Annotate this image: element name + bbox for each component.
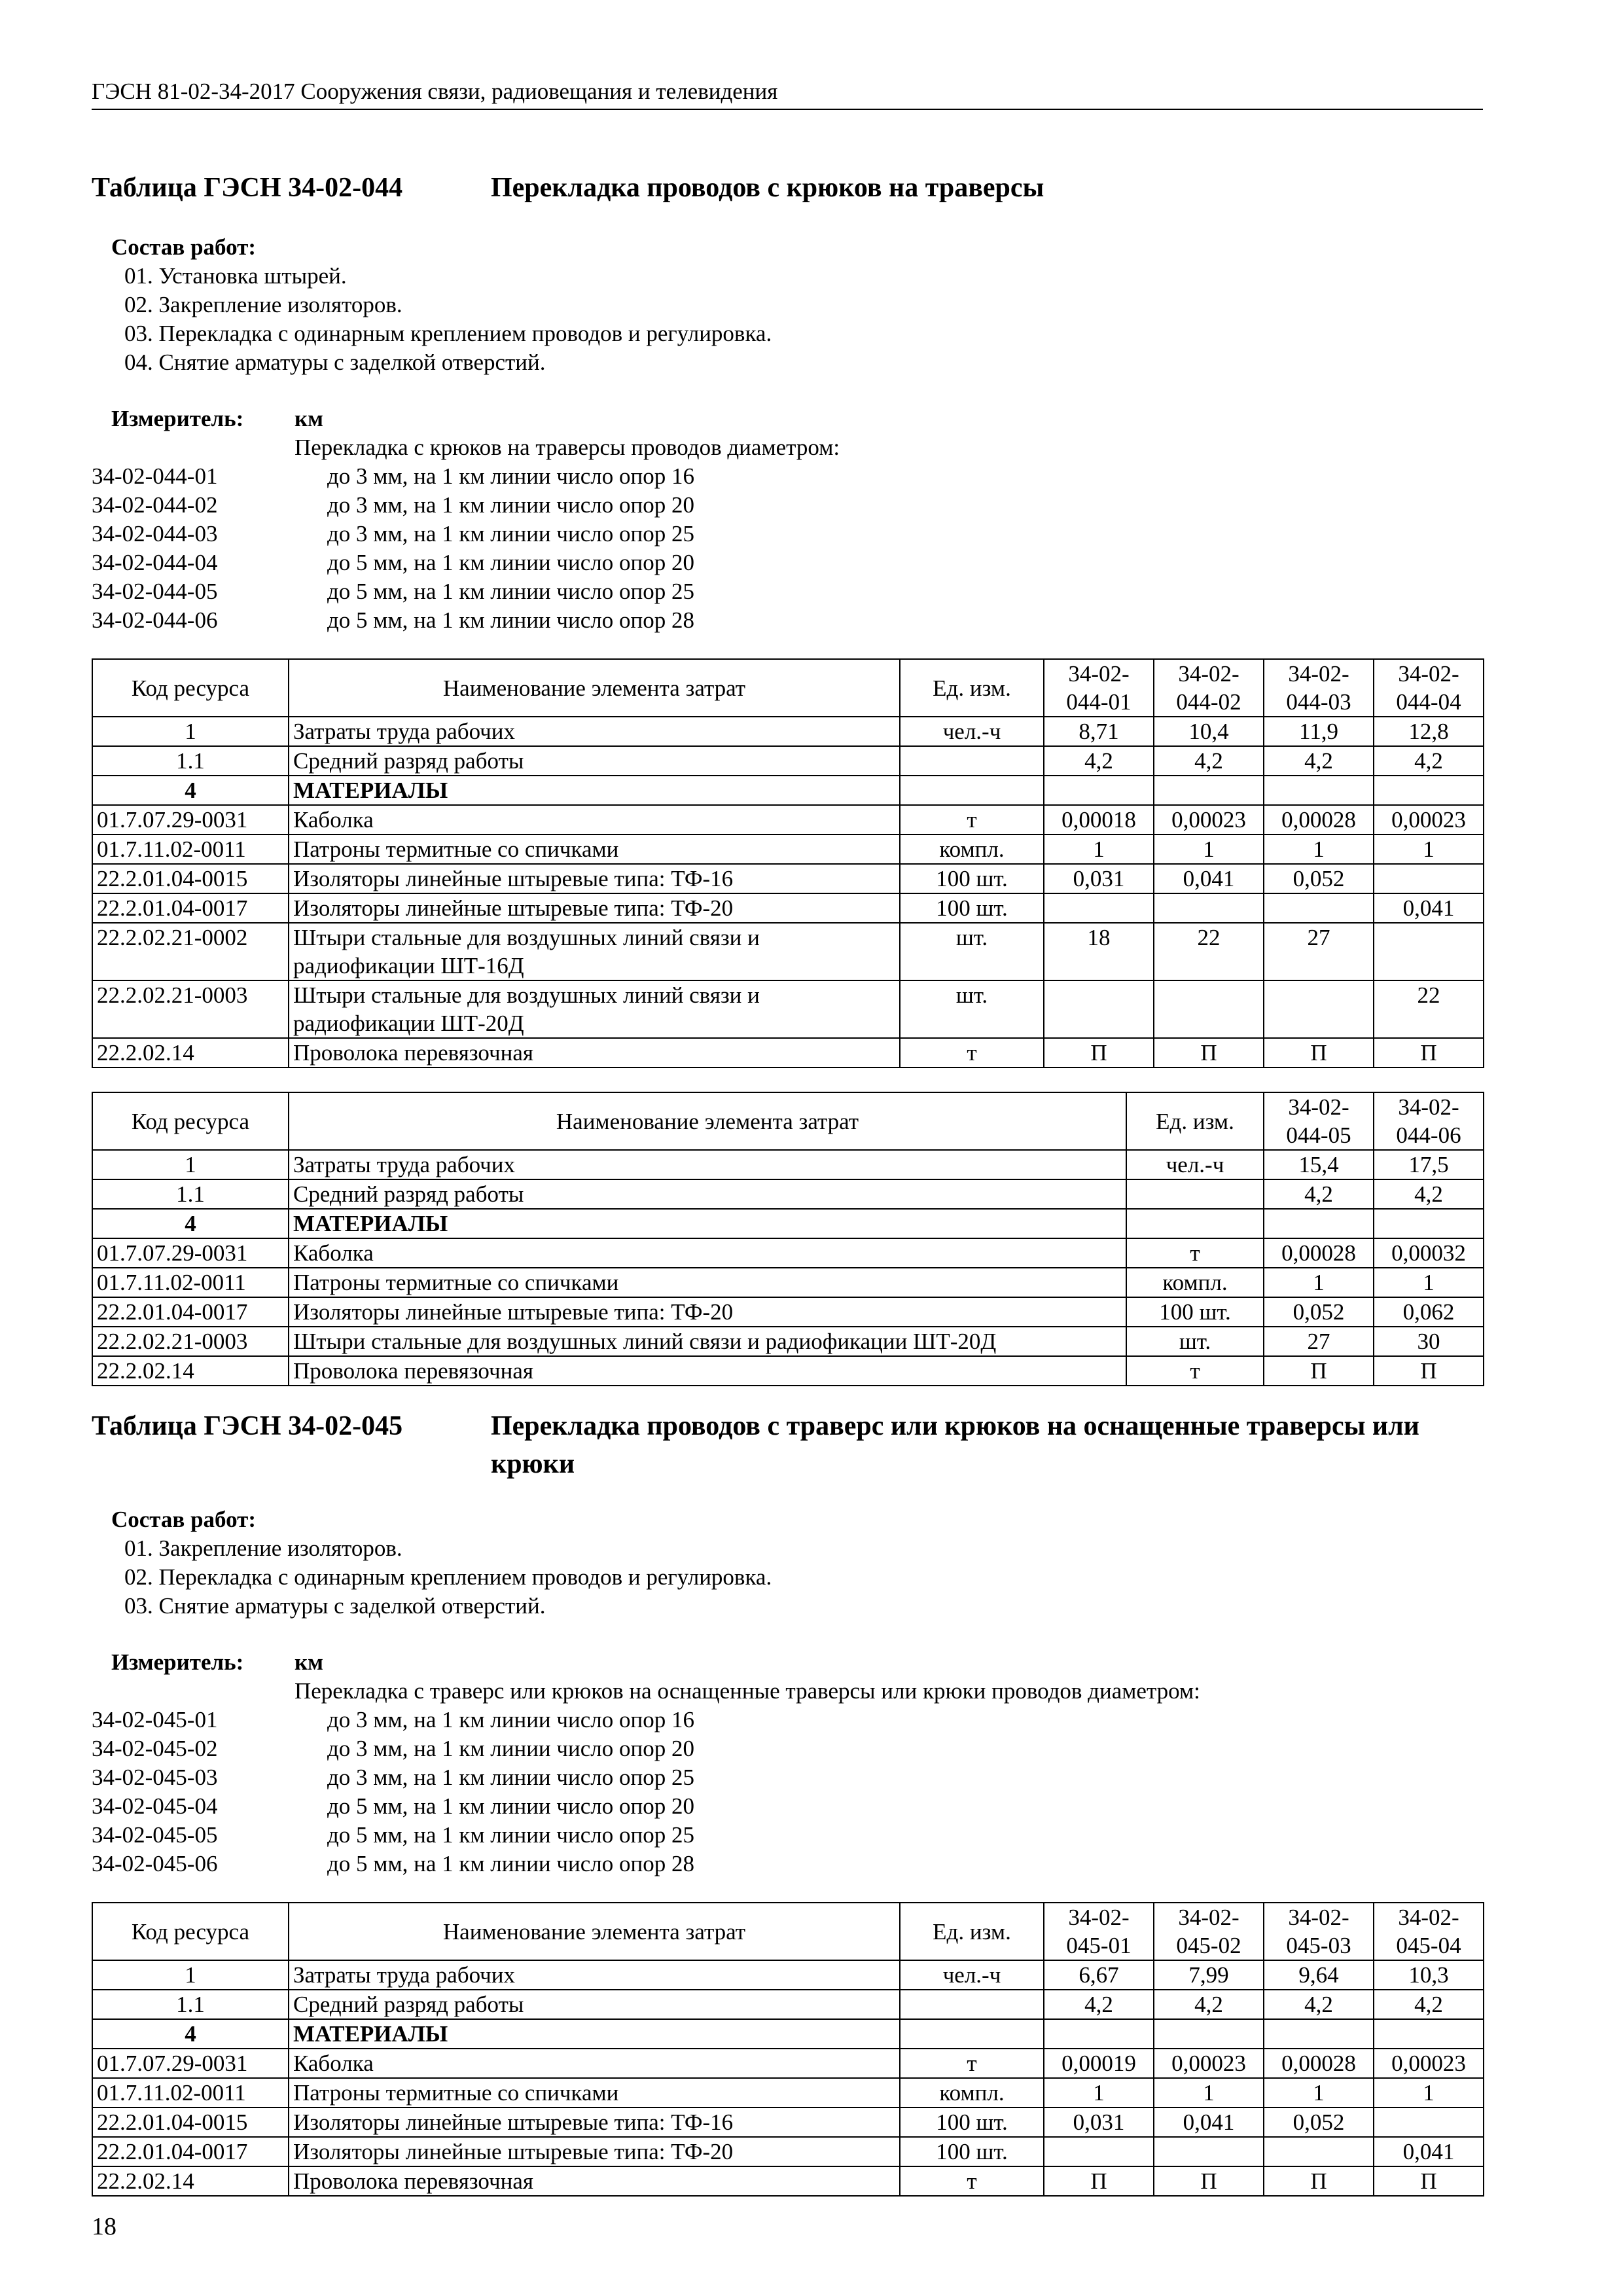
cell-value: 1 bbox=[1154, 2078, 1264, 2108]
cell-value: 10,4 bbox=[1154, 717, 1264, 746]
table-row bbox=[92, 776, 1484, 805]
cell-name: Изоляторы линейные штыревые типа: ТФ-20 bbox=[289, 893, 900, 923]
cell-value: П bbox=[1154, 2166, 1264, 2196]
norm-text: до 5 мм, на 1 км линии число опор 28 bbox=[327, 607, 694, 633]
cell-name: Каболка bbox=[289, 1238, 1126, 1268]
cell-unit: компл. bbox=[1126, 1268, 1264, 1297]
table-row bbox=[92, 2137, 1484, 2166]
cell-value: 0,00028 bbox=[1264, 1238, 1374, 1268]
col-header-name: Наименование элемента затрат bbox=[289, 659, 900, 717]
cell-name: Патроны термитные со спичками bbox=[289, 2078, 900, 2108]
materials-group bbox=[92, 776, 1484, 1067]
norm-text: до 5 мм, на 1 км линии число опор 20 bbox=[327, 1793, 694, 1819]
cell-value: 0,00023 bbox=[1154, 805, 1264, 834]
meter-045 bbox=[92, 1648, 1483, 1878]
cell-code: 01.7.11.02-0011 bbox=[92, 1268, 289, 1297]
cell-value: 0,031 bbox=[1044, 2108, 1154, 2137]
table-row bbox=[92, 834, 1484, 864]
cell-name: Изоляторы линейные штыревые типа: ТФ-20 bbox=[289, 2137, 900, 2166]
col-header-norm: 34-02- 044-06 bbox=[1374, 1092, 1484, 1150]
composition-label: Состав работ: bbox=[111, 234, 256, 260]
cell-value: 15,4 bbox=[1264, 1150, 1374, 1179]
cell-value bbox=[1044, 893, 1154, 923]
cell-code: 01.7.07.29-0031 bbox=[92, 805, 289, 834]
cell-value: П bbox=[1044, 2166, 1154, 2196]
cell-value bbox=[1044, 980, 1154, 1038]
cell-name: Проволока перевязочная bbox=[289, 2166, 900, 2196]
materials-group bbox=[92, 2019, 1484, 2196]
composition-label: Состав работ: bbox=[111, 1507, 256, 1532]
cell-value: 10,3 bbox=[1374, 1960, 1484, 1990]
cell-unit: чел.-ч bbox=[900, 717, 1044, 746]
cell-value: 1 bbox=[1154, 834, 1264, 864]
cell-code: 22.2.01.04-0015 bbox=[92, 2108, 289, 2137]
norm-row bbox=[92, 548, 1483, 577]
running-header: ГЭСН 81-02-34-2017 Сооружения связи, радиовещания и телевидения bbox=[92, 77, 1483, 110]
cell-name: Затраты труда рабочих bbox=[289, 717, 900, 746]
table-row bbox=[92, 1356, 1484, 1386]
col-header-norm: 34-02- 045-03 bbox=[1264, 1903, 1374, 1960]
table-row bbox=[92, 2166, 1484, 2196]
cell-unit: чел.-ч bbox=[900, 1960, 1044, 1990]
norm-code: 34-02-045-02 bbox=[92, 1736, 218, 1761]
table-row bbox=[92, 717, 1484, 746]
cell-value bbox=[1154, 2137, 1264, 2166]
cell-value: 1 bbox=[1374, 1268, 1484, 1297]
cell-unit: т bbox=[900, 2049, 1044, 2078]
cell-code: 4 bbox=[92, 1209, 289, 1238]
cell-code: 1 bbox=[92, 1150, 289, 1179]
norm-row bbox=[92, 1850, 1483, 1878]
cell-code: 22.2.01.04-0015 bbox=[92, 864, 289, 893]
cell-value: 0,031 bbox=[1044, 864, 1154, 893]
cell-name: Патроны термитные со спичками bbox=[289, 834, 900, 864]
labor-group bbox=[92, 1960, 1484, 2019]
table-row bbox=[92, 980, 1484, 1038]
cell-name: Патроны термитные со спичками bbox=[289, 1268, 1126, 1297]
cell-code: 1 bbox=[92, 1960, 289, 1990]
norm-text: до 5 мм, на 1 км линии число опор 25 bbox=[327, 1822, 694, 1848]
cell-unit: 100 шт. bbox=[900, 864, 1044, 893]
cell-code: 22.2.02.14 bbox=[92, 2166, 289, 2196]
cell-value: 0,052 bbox=[1264, 864, 1374, 893]
cell-code: 1 bbox=[92, 717, 289, 746]
norm-row bbox=[92, 491, 1483, 520]
cell-code: 1.1 bbox=[92, 1990, 289, 2019]
norm-code: 34-02-045-01 bbox=[92, 1707, 218, 1732]
table-row bbox=[92, 1038, 1484, 1067]
cell-value: 22 bbox=[1154, 923, 1264, 980]
table-code: Таблица ГЭСН 34-02-045 bbox=[92, 1411, 403, 1441]
col-header-norm: 34-02- 044-05 bbox=[1264, 1092, 1374, 1150]
cell-value: 30 bbox=[1374, 1327, 1484, 1356]
cell-value: 1 bbox=[1374, 834, 1484, 864]
col-header-norm: 34-02- 045-01 bbox=[1044, 1903, 1154, 1960]
labor-group bbox=[92, 717, 1484, 776]
cell-name: Изоляторы линейные штыревые типа: ТФ-16 bbox=[289, 864, 900, 893]
norm-text: до 3 мм, на 1 км линии число опор 25 bbox=[327, 1765, 694, 1790]
cell-value: 4,2 bbox=[1154, 746, 1264, 776]
work-item: 01. Установка штырей. bbox=[124, 263, 347, 289]
table-row bbox=[92, 1327, 1484, 1356]
table-header-row bbox=[92, 1903, 1484, 1960]
cell-value: 4,2 bbox=[1264, 1179, 1374, 1209]
cell-value: П bbox=[1374, 1038, 1484, 1067]
col-header-norm: 34-02- 044-04 bbox=[1374, 659, 1484, 717]
col-header-unit: Ед. изм. bbox=[900, 1903, 1044, 1960]
col-header-code: Код ресурса bbox=[92, 1903, 289, 1960]
cell-value: 0,052 bbox=[1264, 2108, 1374, 2137]
norm-code: 34-02-045-06 bbox=[92, 1851, 218, 1876]
cell-value bbox=[1154, 980, 1264, 1038]
table-row bbox=[92, 2108, 1484, 2137]
table-row bbox=[92, 1150, 1484, 1179]
col-header-code: Код ресурса bbox=[92, 659, 289, 717]
cell-value: 0,041 bbox=[1154, 2108, 1264, 2137]
cell-value: 0,00028 bbox=[1264, 2049, 1374, 2078]
page-number: 18 bbox=[92, 2213, 116, 2240]
meter-description: Перекладка с траверс или крюков на оснащенные траверсы или крюки проводов диаметром: bbox=[294, 1678, 1200, 1704]
table-row bbox=[92, 923, 1484, 980]
cell-value: 0,052 bbox=[1264, 1297, 1374, 1327]
cell-value: 0,00028 bbox=[1264, 805, 1374, 834]
cell-name: Каболка bbox=[289, 805, 900, 834]
cell-unit: компл. bbox=[900, 2078, 1044, 2108]
table-code: Таблица ГЭСН 34-02-044 bbox=[92, 173, 403, 203]
table-title: Перекладка проводов с крюков на траверсы bbox=[491, 173, 1044, 203]
cell-name: Затраты труда рабочих bbox=[289, 1150, 1126, 1179]
cell-value: 0,00023 bbox=[1154, 2049, 1264, 2078]
cell-code: 01.7.07.29-0031 bbox=[92, 1238, 289, 1268]
cell-value: 0,00019 bbox=[1044, 2049, 1154, 2078]
norm-text: до 5 мм, на 1 км линии число опор 20 bbox=[327, 550, 694, 575]
cell-name: Изоляторы линейные штыревые типа: ТФ-20 bbox=[289, 1297, 1126, 1327]
table-title: Перекладка проводов с траверс или крюков на оснащенные траверсы или крюки bbox=[491, 1411, 1419, 1479]
cell-value: 18 bbox=[1044, 923, 1154, 980]
cell-unit: т bbox=[1126, 1356, 1264, 1386]
cell-code: 01.7.11.02-0011 bbox=[92, 2078, 289, 2108]
cell-name: МАТЕРИАЛЫ bbox=[289, 1209, 1126, 1238]
cell-value: 4,2 bbox=[1374, 1179, 1484, 1209]
norm-text: до 3 мм, на 1 км линии число опор 16 bbox=[327, 463, 694, 489]
cell-value: 4,2 bbox=[1044, 1990, 1154, 2019]
cell-value: 0,041 bbox=[1154, 864, 1264, 893]
cell-code: 01.7.11.02-0011 bbox=[92, 834, 289, 864]
norm-row bbox=[92, 462, 1483, 491]
norm-code: 34-02-044-01 bbox=[92, 463, 218, 489]
cell-value: П bbox=[1264, 1038, 1374, 1067]
norm-row bbox=[92, 1734, 1483, 1763]
cell-name: Каболка bbox=[289, 2049, 900, 2078]
cell-name: Проволока перевязочная bbox=[289, 1038, 900, 1067]
table-row bbox=[92, 1990, 1484, 2019]
cell-code: 22.2.02.14 bbox=[92, 1038, 289, 1067]
cell-code: 01.7.07.29-0031 bbox=[92, 2049, 289, 2078]
labor-group bbox=[92, 1150, 1484, 1209]
norm-code: 34-02-044-02 bbox=[92, 492, 218, 518]
cell-unit: компл. bbox=[900, 834, 1044, 864]
col-header-norm: 34-02- 044-02 bbox=[1154, 659, 1264, 717]
cell-unit bbox=[900, 1990, 1044, 2019]
norm-text: до 3 мм, на 1 км линии число опор 25 bbox=[327, 521, 694, 547]
cell-name: Изоляторы линейные штыревые типа: ТФ-16 bbox=[289, 2108, 900, 2137]
cell-value: 8,71 bbox=[1044, 717, 1154, 746]
resource-table-044-b bbox=[92, 1092, 1484, 1386]
table-row bbox=[92, 1179, 1484, 1209]
cell-code: 4 bbox=[92, 2019, 289, 2049]
cell-value: 4,2 bbox=[1374, 1990, 1484, 2019]
table-row bbox=[92, 805, 1484, 834]
norm-code: 34-02-045-03 bbox=[92, 1765, 218, 1790]
cell-name: Штыри стальные для воздушных линий связи и радиофикации ШТ-20Д bbox=[289, 980, 900, 1038]
cell-name: Средний разряд работы bbox=[289, 1990, 900, 2019]
cell-value: П bbox=[1154, 1038, 1264, 1067]
materials-group bbox=[92, 1209, 1484, 1386]
cell-value: 1 bbox=[1044, 2078, 1154, 2108]
table-row bbox=[92, 1238, 1484, 1268]
cell-name: Штыри стальные для воздушных линий связи и радиофикации ШТ-20Д bbox=[289, 1327, 1126, 1356]
cell-value: 27 bbox=[1264, 923, 1374, 980]
cell-unit: шт. bbox=[900, 980, 1044, 1038]
cell-value bbox=[1374, 923, 1484, 980]
cell-value: 0,00023 bbox=[1374, 2049, 1484, 2078]
cell-value: 1 bbox=[1264, 2078, 1374, 2108]
norm-text: до 3 мм, на 1 км линии число опор 16 bbox=[327, 1707, 694, 1732]
table-header-row bbox=[92, 659, 1484, 717]
norm-row bbox=[92, 1821, 1483, 1850]
cell-value: П bbox=[1264, 1356, 1374, 1386]
cell-unit: 100 шт. bbox=[900, 2108, 1044, 2137]
cell-code: 22.2.02.21-0002 bbox=[92, 923, 289, 980]
meter-044 bbox=[92, 404, 1483, 635]
table-row bbox=[92, 2078, 1484, 2108]
cell-value bbox=[1374, 864, 1484, 893]
cell-name: Штыри стальные для воздушных линий связи и радиофикации ШТ-16Д bbox=[289, 923, 900, 980]
cell-value: 0,00018 bbox=[1044, 805, 1154, 834]
table-row bbox=[92, 1209, 1484, 1238]
norm-row bbox=[92, 1706, 1483, 1734]
cell-value: П bbox=[1264, 2166, 1374, 2196]
col-header-norm: 34-02- 044-01 bbox=[1044, 659, 1154, 717]
cell-code: 1.1 bbox=[92, 746, 289, 776]
meter-label: Измеритель: bbox=[111, 406, 244, 431]
cell-value bbox=[1044, 2137, 1154, 2166]
composition-044 bbox=[92, 233, 1483, 377]
cell-value: 9,64 bbox=[1264, 1960, 1374, 1990]
table-row bbox=[92, 1297, 1484, 1327]
cell-value: 27 bbox=[1264, 1327, 1374, 1356]
norm-text: до 3 мм, на 1 км линии число опор 20 bbox=[327, 1736, 694, 1761]
cell-name: Средний разряд работы bbox=[289, 1179, 1126, 1209]
cell-value: 4,2 bbox=[1264, 746, 1374, 776]
cell-value: П bbox=[1374, 2166, 1484, 2196]
cell-value: П bbox=[1044, 1038, 1154, 1067]
col-header-unit: Ед. изм. bbox=[900, 659, 1044, 717]
table-row bbox=[92, 1960, 1484, 1990]
col-header-name: Наименование элемента затрат bbox=[289, 1903, 900, 1960]
meter-unit: км bbox=[294, 1649, 324, 1675]
cell-value: 0,00023 bbox=[1374, 805, 1484, 834]
cell-value bbox=[1264, 980, 1374, 1038]
resource-table-045 bbox=[92, 1902, 1484, 2197]
norm-code: 34-02-044-04 bbox=[92, 550, 218, 575]
norm-row bbox=[92, 577, 1483, 606]
col-header-code: Код ресурса bbox=[92, 1092, 289, 1150]
meter-description: Перекладка с крюков на траверсы проводов диаметром: bbox=[294, 435, 840, 460]
col-header-norm: 34-02- 045-02 bbox=[1154, 1903, 1264, 1960]
table-row bbox=[92, 893, 1484, 923]
cell-value: 4,2 bbox=[1044, 746, 1154, 776]
cell-unit: т bbox=[900, 805, 1044, 834]
norm-code: 34-02-044-05 bbox=[92, 579, 218, 604]
cell-code: 4 bbox=[92, 776, 289, 805]
cell-unit bbox=[1126, 1179, 1264, 1209]
cell-name: Проволока перевязочная bbox=[289, 1356, 1126, 1386]
cell-value: 1 bbox=[1264, 834, 1374, 864]
cell-value bbox=[1264, 2137, 1374, 2166]
work-item: 01. Закрепление изоляторов. bbox=[124, 1535, 402, 1561]
cell-value: 4,2 bbox=[1154, 1990, 1264, 2019]
cell-value bbox=[1264, 893, 1374, 923]
cell-value: 6,67 bbox=[1044, 1960, 1154, 1990]
cell-unit: т bbox=[900, 2166, 1044, 2196]
norm-code: 34-02-045-04 bbox=[92, 1793, 218, 1819]
cell-value: П bbox=[1374, 1356, 1484, 1386]
cell-name: МАТЕРИАЛЫ bbox=[289, 2019, 900, 2049]
cell-code: 22.2.02.21-0003 bbox=[92, 980, 289, 1038]
norm-code: 34-02-044-06 bbox=[92, 607, 218, 633]
cell-unit: шт. bbox=[1126, 1327, 1264, 1356]
norm-row bbox=[92, 606, 1483, 635]
cell-unit bbox=[900, 746, 1044, 776]
table-row bbox=[92, 864, 1484, 893]
col-header-norm: 34-02- 044-03 bbox=[1264, 659, 1374, 717]
table-row bbox=[92, 2019, 1484, 2049]
col-header-unit: Ед. изм. bbox=[1126, 1092, 1264, 1150]
cell-unit: 100 шт. bbox=[900, 893, 1044, 923]
cell-value: 11,9 bbox=[1264, 717, 1374, 746]
cell-value: 0,041 bbox=[1374, 2137, 1484, 2166]
norm-text: до 3 мм, на 1 км линии число опор 20 bbox=[327, 492, 694, 518]
cell-value: 0,00032 bbox=[1374, 1238, 1484, 1268]
work-item: 02. Закрепление изоляторов. bbox=[124, 292, 402, 317]
norm-text: до 5 мм, на 1 км линии число опор 28 bbox=[327, 1851, 694, 1876]
cell-unit: т bbox=[900, 1038, 1044, 1067]
cell-value: 0,062 bbox=[1374, 1297, 1484, 1327]
cell-value: 1 bbox=[1044, 834, 1154, 864]
work-item: 02. Перекладка с одинарным креплением проводов и регулировка. bbox=[124, 1564, 772, 1590]
cell-unit: 100 шт. bbox=[900, 2137, 1044, 2166]
cell-value: 7,99 bbox=[1154, 1960, 1264, 1990]
cell-name: Средний разряд работы bbox=[289, 746, 900, 776]
table-row bbox=[92, 746, 1484, 776]
cell-value: 17,5 bbox=[1374, 1150, 1484, 1179]
norm-row bbox=[92, 520, 1483, 548]
cell-code: 22.2.01.04-0017 bbox=[92, 1297, 289, 1327]
col-header-name: Наименование элемента затрат bbox=[289, 1092, 1126, 1150]
composition-045 bbox=[92, 1505, 1483, 1621]
norm-text: до 5 мм, на 1 км линии число опор 25 bbox=[327, 579, 694, 604]
cell-unit: 100 шт. bbox=[1126, 1297, 1264, 1327]
resource-table-044-a bbox=[92, 658, 1484, 1068]
cell-value: 1 bbox=[1374, 2078, 1484, 2108]
cell-value: 0,041 bbox=[1374, 893, 1484, 923]
cell-value: 12,8 bbox=[1374, 717, 1484, 746]
cell-name: МАТЕРИАЛЫ bbox=[289, 776, 900, 805]
table-header-row bbox=[92, 1092, 1484, 1150]
cell-value: 1 bbox=[1264, 1268, 1374, 1297]
work-item: 03. Снятие арматуры с заделкой отверстий. bbox=[124, 1593, 546, 1619]
cell-value: 22 bbox=[1374, 980, 1484, 1038]
meter-unit: км bbox=[294, 406, 324, 431]
cell-value: 4,2 bbox=[1264, 1990, 1374, 2019]
norm-code: 34-02-044-03 bbox=[92, 521, 218, 547]
cell-code: 22.2.02.14 bbox=[92, 1356, 289, 1386]
cell-code: 22.2.01.04-0017 bbox=[92, 893, 289, 923]
cell-code: 22.2.02.21-0003 bbox=[92, 1327, 289, 1356]
cell-value: 4,2 bbox=[1374, 746, 1484, 776]
meter-label: Измеритель: bbox=[111, 1649, 244, 1675]
norm-code: 34-02-045-05 bbox=[92, 1822, 218, 1848]
cell-name: Затраты труда рабочих bbox=[289, 1960, 900, 1990]
norm-row bbox=[92, 1792, 1483, 1821]
cell-code: 1.1 bbox=[92, 1179, 289, 1209]
cell-code: 22.2.01.04-0017 bbox=[92, 2137, 289, 2166]
cell-unit: чел.-ч bbox=[1126, 1150, 1264, 1179]
cell-unit: т bbox=[1126, 1238, 1264, 1268]
work-item: 03. Перекладка с одинарным креплением проводов и регулировка. bbox=[124, 321, 772, 346]
table-row bbox=[92, 2049, 1484, 2078]
cell-value bbox=[1154, 893, 1264, 923]
cell-unit: шт. bbox=[900, 923, 1044, 980]
work-item: 04. Снятие арматуры с заделкой отверстий. bbox=[124, 350, 546, 375]
col-header-norm: 34-02- 045-04 bbox=[1374, 1903, 1484, 1960]
norm-row bbox=[92, 1763, 1483, 1792]
table-row bbox=[92, 1268, 1484, 1297]
cell-value bbox=[1374, 2108, 1484, 2137]
